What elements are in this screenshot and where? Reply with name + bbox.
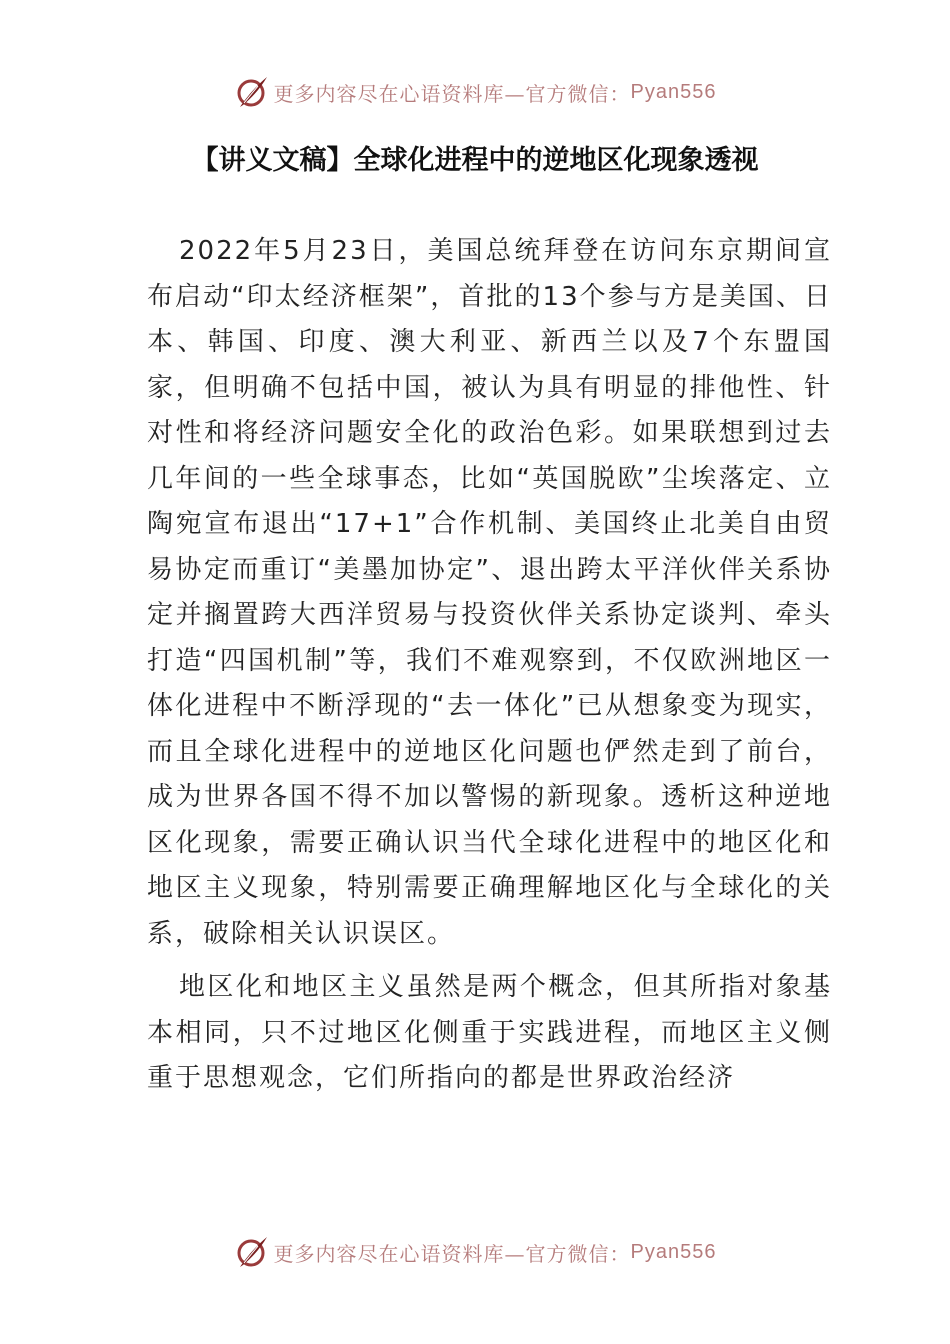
quill-pen-logo-icon [234, 1234, 270, 1270]
watermark-text: 更多内容尽在心语资料库—官方微信： [273, 1241, 631, 1266]
watermark-wechat-id: Pyan556 [630, 80, 717, 103]
body-paragraph: 2022年5月23日，美国总统拜登在访问东京期间宣布启动“印太经济框架”，首批的13个参与方是美国、日本、韩国、印度、澳大利亚、新西兰以及7个东盟国家，但明确不包括中国，被认为具有明显的排他性、针对性和将经济问题安全化的政治色彩。如果联想到过去几年间的一些全球事态，比如“英国脱欧”尘埃落定、立陶宛宣布退出“17+1”合作机制、美国终止北美自由贸易协定而重订“美墨加协定”、退出跨太平洋伙伴关系协定并搁置跨大西洋贸易与投资伙伴关系协定谈判、牵头打造“四国机制”等，我们不难观察到，不仅欧洲地区一体化进程中不断浮现的“去一体化”已从想象变为现实，而且全球化进程中的逆地区化问题也俨然走到了前台，成为世界各国不得不加以警惕的新现象。透析这种逆地区化现象，需要正确认识当代全球化进程中的地区化和地区主义现象，特别需要正确理解地区化与全球化的关系，破除相关认识误区。 [147, 236, 832, 949]
watermark-text: 更多内容尽在心语资料库—官方微信： [273, 81, 631, 106]
header-watermark [0, 74, 950, 110]
document-body [147, 229, 832, 1110]
body-paragraph: 地区化和地区主义虽然是两个概念，但其所指对象基本相同，只不过地区化侧重于实践进程，而地区主义侧重于思想观念，它们所指向的都是世界政治经济 [147, 972, 832, 1093]
footer-watermark [0, 1234, 950, 1270]
watermark-wechat-id: Pyan556 [630, 1240, 717, 1263]
document-title: 【讲义文稿】全球化进程中的逆地区化现象透视 [191, 145, 759, 176]
quill-pen-logo-icon [234, 74, 270, 110]
